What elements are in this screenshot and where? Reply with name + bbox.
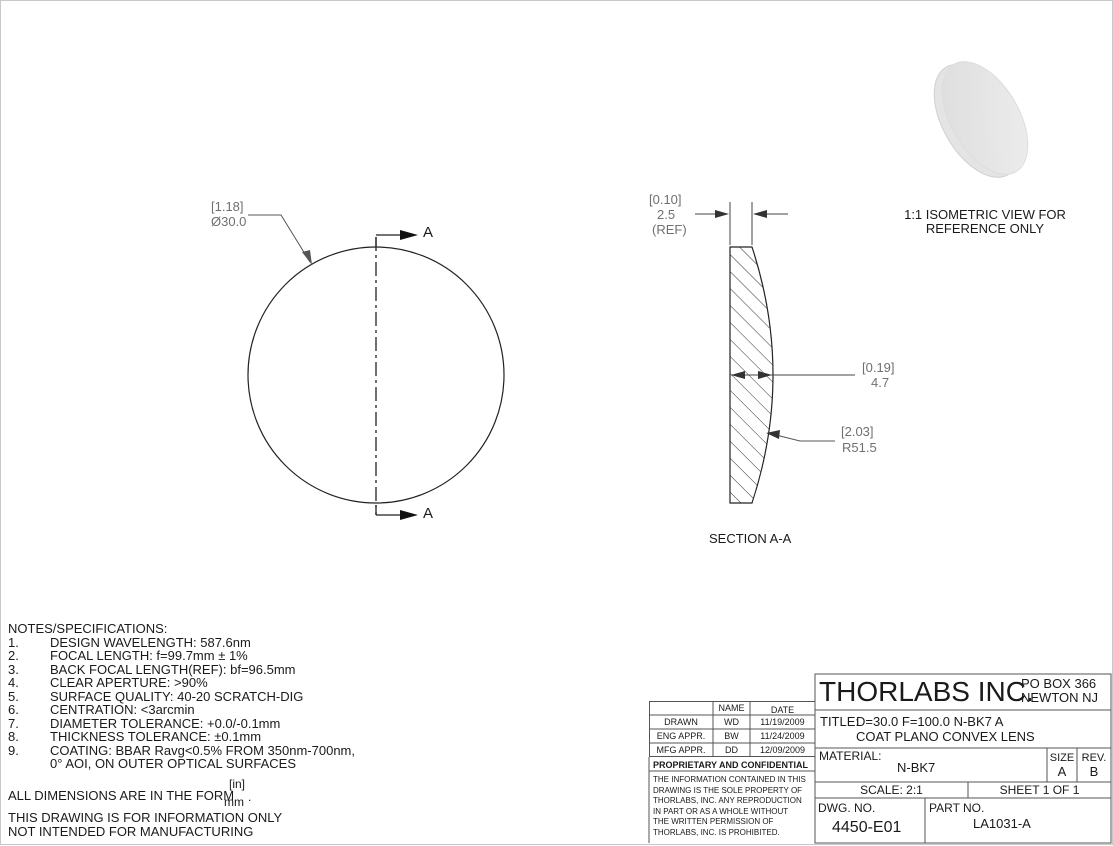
size-value: A xyxy=(1057,764,1067,779)
approval-role: DRAWN xyxy=(664,717,698,727)
title-label: TITLE: xyxy=(820,714,860,729)
section-arrow-top xyxy=(400,230,418,240)
section-arrow-bottom xyxy=(400,510,418,520)
diameter-inch: [1.18] xyxy=(211,199,244,214)
dimensions-unit-inch: [in] xyxy=(229,777,246,791)
sheet: SHEET 1 OF 1 xyxy=(999,783,1080,797)
center-thickness-inch: [0.19] xyxy=(862,360,895,375)
dwg-no-value: 4450-E01 xyxy=(832,819,902,836)
approval-name: BW xyxy=(724,731,739,741)
note-item: 7. DIAMETER TOLERANCE: +0.0/-0.1mm xyxy=(8,715,281,731)
approval-role: ENG APPR. xyxy=(656,731,706,741)
approval-col-name: NAME xyxy=(718,703,745,713)
approval-name: DD xyxy=(725,745,738,755)
notes-heading: NOTES/SPECIFICATIONS: xyxy=(8,621,168,636)
isometric-caption xyxy=(880,208,1090,236)
note-item: 3. BACK FOCAL LENGTH(REF): bf=96.5mm xyxy=(8,661,296,677)
section-marker-bottom: A xyxy=(423,505,434,522)
dwg-no-label: DWG. NO. xyxy=(818,801,876,815)
company-address-1: PO BOX 366 xyxy=(1021,676,1097,691)
info-only-note: THIS DRAWING IS FOR INFORMATION ONLY xyxy=(8,810,283,825)
material-label: MATERIAL: xyxy=(819,749,882,763)
dimensions-note: ALL DIMENSIONS ARE IN THE FORM xyxy=(8,788,235,803)
radius-mm: R51.5 xyxy=(842,440,877,455)
proprietary-text: THE INFORMATION CONTAINED IN THIS DRAWING IS THE SOLE PROPERTY OF THORLABS, INC. ANY REPRODUCTION IN PART OR AS A WHOLE WITHOUT THE WRITTEN PERMISSION OF THORLABS, INC. IS PROHIBITED. xyxy=(653,775,806,837)
rev-value: B xyxy=(1089,764,1099,779)
title-line-1: D=30.0 F=100.0 N-BK7 A xyxy=(856,714,1004,729)
note-item-continued: 0° AOI, ON OUTER OPTICAL SURFACES xyxy=(50,756,296,771)
approval-role: MFG APPR. xyxy=(656,745,706,755)
section-label: SECTION A-A xyxy=(709,531,792,546)
center-thickness-mm: 4.7 xyxy=(871,375,890,390)
approval-date: 11/19/2009 xyxy=(760,717,805,727)
dimensions-period: . xyxy=(248,790,252,804)
note-item: 1. DESIGN WAVELENGTH: 587.6nm xyxy=(8,634,251,650)
diameter-leader xyxy=(248,215,310,262)
not-for-manufacturing-note: NOT INTENDED FOR MANUFACTURING xyxy=(8,824,254,839)
material-value: N-BK7 xyxy=(897,760,936,775)
approval-date: 11/24/2009 xyxy=(760,731,805,741)
isometric-caption-line1: 1:1 ISOMETRIC VIEW FOR xyxy=(904,207,1066,222)
isometric-caption-line2: REFERENCE ONLY xyxy=(925,221,1045,236)
part-no-value: LA1031-A xyxy=(973,816,1031,831)
edge-thickness-mm: 2.5 xyxy=(657,207,676,222)
notes-specifications xyxy=(8,622,355,771)
diameter-mm: Ø30.0 xyxy=(211,214,247,229)
approval-col-date: DATE xyxy=(770,705,795,715)
approval-date: 12/09/2009 xyxy=(759,745,806,755)
approval-name: WD xyxy=(724,717,739,727)
radius-inch: [2.03] xyxy=(841,424,874,439)
edge-thickness-inch: [0.10] xyxy=(649,192,682,207)
note-item: 2. FOCAL LENGTH: f=99.7mm ± 1% xyxy=(8,648,248,663)
title-line-2: COAT PLANO CONVEX LENS xyxy=(856,729,1035,744)
radius-leader xyxy=(772,434,835,441)
note-item: 4. CLEAR APERTURE: >90% xyxy=(8,675,208,690)
note-item: 9. COATING: BBAR Ravg<0.5% FROM 350nm-700nm, xyxy=(8,742,355,758)
scale: SCALE: 2:1 xyxy=(860,783,923,797)
proprietary-title: PROPRIETARY AND CONFIDENTIAL xyxy=(653,760,809,770)
part-no-label: PART NO. xyxy=(929,801,985,815)
note-item: 6. CENTRATION: <3arcmin xyxy=(8,702,195,717)
edge-thickness-ref: (REF) xyxy=(652,222,687,237)
note-item: 5. SURFACE QUALITY: 40-20 SCRATCH-DIG xyxy=(8,688,304,704)
size-label: SIZE xyxy=(1049,752,1075,764)
note-item: 8. THICKNESS TOLERANCE: ±0.1mm xyxy=(8,729,262,744)
section-marker-top: A xyxy=(423,224,434,241)
company-name: THORLABS INC. xyxy=(819,676,1034,707)
dimensions-unit-mm: mm xyxy=(224,795,244,809)
rev-label: REV. xyxy=(1081,752,1107,764)
company-address-2: NEWTON NJ xyxy=(1021,690,1099,705)
